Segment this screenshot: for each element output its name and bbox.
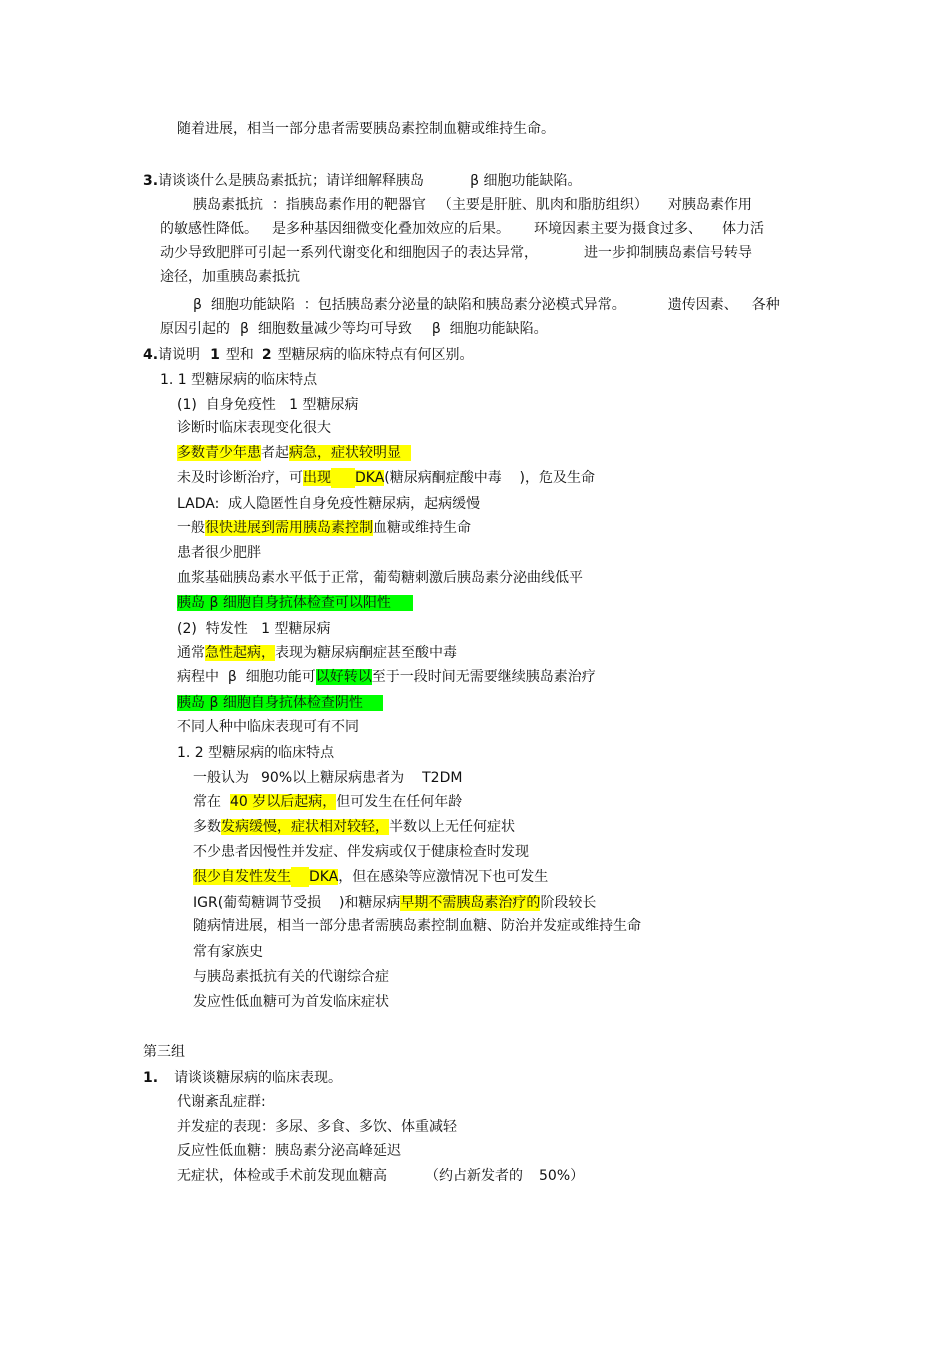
text-span: 的敏感性降低。 (160, 221, 258, 237)
text-span: 无症状，体检或手术前发现血糖高 (177, 1168, 387, 1184)
text-span: 血浆基础胰岛素水平低于正常，葡萄糖刺激后胰岛素分泌曲线低平 (177, 570, 583, 586)
text-span: 请谈谈糖尿病的临床表现。 (174, 1070, 343, 1086)
text-span: 50%） (539, 1168, 585, 1184)
text-line (193, 893, 596, 913)
text-line (193, 992, 389, 1012)
text-line (177, 543, 261, 563)
text-span: 未及时诊断治疗，可 (177, 470, 303, 486)
text-line (160, 319, 548, 339)
text-line (177, 119, 555, 139)
text-span: 诊断时临床表现变化很大 (177, 420, 331, 436)
text-span: 不少患者因慢性并发症、伴发病或仅于健康检查时发现 (193, 844, 529, 860)
text-line (177, 443, 411, 463)
text-span: 但可发生在任何年龄 (336, 794, 463, 810)
text-line (177, 693, 383, 713)
highlighted-text: DKA (309, 869, 339, 885)
text-span: 多数 (193, 819, 221, 835)
question-number: 1. (143, 1070, 159, 1086)
text-span: β 细胞功能缺陷。 (431, 321, 548, 337)
text-span: 进一步抑制胰岛素信号转导 (584, 245, 752, 261)
question-3 (143, 171, 581, 191)
text-span: 请谈谈什么是胰岛素抵抗；请详细解释胰岛 (158, 173, 425, 189)
highlighted-text: 很快进展到需用胰岛素控制 (205, 520, 373, 536)
text-span: 一般认为 (193, 770, 249, 786)
highlighted-text: 急性起病， (205, 645, 275, 661)
text-line (177, 593, 413, 613)
text-span: 动少导致肥胖可引起一系列代谢变化和细胞因子的表达异常， (160, 245, 538, 261)
text-span: 是多种基因细微变化叠加效应的后果。 (272, 221, 510, 237)
text-span: 2 (261, 347, 272, 363)
text-span: 90%以上糖尿病患者为 (261, 770, 405, 786)
text-span: 反应性低血糖：胰岛素分泌高峰延迟 (177, 1143, 401, 1159)
text-span: 胰岛素抵抗 ：指胰岛素作用的靶器官 (193, 197, 426, 213)
text-line (177, 643, 457, 663)
text-span: 表现为糖尿病酮症甚至酸中毒 (275, 645, 457, 661)
text-span: 常有家族史 (193, 944, 263, 960)
text-line (177, 1117, 457, 1137)
text-span: 常在 (193, 794, 221, 810)
text-line (193, 842, 529, 862)
question-number: 4. (143, 347, 159, 363)
text-line (160, 219, 764, 239)
highlighted-text: 以好转以 (315, 669, 372, 685)
text-span: 半数以上无任何症状 (389, 819, 515, 835)
text-span: 环境因素主要为摄食过多、 (534, 221, 702, 237)
text-span: 随着进展，相当一部分患者需要胰岛素控制血糖或维持生命。 (177, 121, 555, 137)
text-line (177, 518, 471, 538)
text-span: 不同人种中临床表现可有不同 (177, 719, 359, 735)
section-heading (177, 743, 334, 763)
highlighted-text: 出现 (303, 470, 331, 486)
text-line (193, 295, 780, 315)
text-line (160, 243, 752, 263)
subsection-heading (177, 395, 358, 415)
text-span: 一般 (177, 520, 205, 536)
text-span: 与胰岛素抵抗有关的代谢综合症 (193, 969, 389, 985)
text-line (193, 817, 515, 837)
text-span: 请说明 (158, 347, 201, 363)
highlighted-text: 病急，症状较明显 (289, 445, 411, 461)
text-span: （约占新发者的 (425, 1168, 523, 1184)
text-line (193, 967, 389, 987)
text-span: β 细胞功能缺陷 ：包括胰岛素分泌量的缺陷和胰岛素分泌模式异常。 (193, 297, 626, 313)
section-heading (160, 370, 317, 390)
highlighted-text: 很少自发性发生 (193, 869, 291, 885)
text-span: 遗传因素、 (667, 297, 738, 313)
text-span: 血糖或维持生命 (373, 520, 471, 536)
text-span: 通常 (177, 645, 205, 661)
text-line (177, 468, 595, 488)
text-line (193, 768, 462, 788)
text-span: 1. 2 型糖尿病的临床特点 (177, 745, 335, 761)
highlighted-text: 胰岛 β 细胞自身抗体检查阴性 (177, 695, 383, 711)
text-span: ，但在感染等应激情况下也可发生 (338, 869, 549, 885)
text-span: 型和 (225, 347, 254, 363)
text-line (193, 867, 548, 887)
subsection-heading (177, 619, 330, 639)
text-span: 对胰岛素作用 (667, 197, 752, 213)
highlighted-text: DKA (355, 470, 385, 486)
text-line (177, 717, 359, 737)
text-span: T2DM (422, 770, 463, 786)
text-span: β 细胞数量减少等均可导致 (240, 321, 412, 337)
text-line (177, 1166, 584, 1186)
text-line (193, 792, 462, 812)
text-line (177, 1092, 266, 1112)
text-line (193, 195, 752, 215)
text-line (177, 1141, 401, 1161)
text-line (193, 916, 641, 936)
question-number: 3. (143, 173, 159, 189)
text-line (177, 667, 596, 687)
text-span: 患者很少肥胖 (177, 545, 261, 561)
text-span: 发应性低血糖可为首发临床症状 (193, 994, 389, 1010)
text-span: 1. 1 型糖尿病的临床特点 (160, 372, 318, 388)
text-line (177, 418, 331, 438)
text-span: 并发症的表现：多尿、多食、多饮、体重减轻 (177, 1119, 457, 1135)
text-span: 途径，加重胰岛素抵抗 (160, 269, 300, 285)
text-span: 原因引起的 (160, 321, 230, 337)
text-line (177, 568, 583, 588)
text-line (193, 942, 263, 962)
text-span: (1) 自身免疫性 1 型糖尿病 (177, 397, 359, 413)
text-span: 随病情进展，相当一部分患者需胰岛素控制血糖、防治并发症或维持生命 (193, 918, 641, 934)
text-span: IGR(葡萄糖调节受损 )和糖尿病 (193, 895, 401, 911)
highlighted-text: 多数青少年患 (177, 445, 261, 461)
text-span: 代谢紊乱症群: (177, 1094, 266, 1110)
text-span: 第三组 (143, 1044, 185, 1060)
text-line (160, 267, 300, 287)
text-span: 病程中 β 细胞功能可 (177, 669, 316, 685)
text-span: 阶段较长 (540, 895, 597, 911)
highlighted-text: 40 岁以后起病， (230, 794, 337, 810)
text-span: 至于一段时间无需要继续胰岛素治疗 (371, 669, 596, 685)
text-span: (糖尿病酮症酸中毒 )，危及生命 (384, 470, 596, 486)
text-span: LADA: 成人隐匿性自身免疫性糖尿病，起病缓慢 (177, 496, 481, 512)
text-span: 型糖尿病的临床特点有何区别。 (277, 347, 474, 363)
highlighted-text: 发病缓慢，症状相对较轻， (221, 819, 389, 835)
text-span: (2) 特发性 1 型糖尿病 (177, 621, 331, 637)
text-span: 者起 (261, 445, 289, 461)
text-span: 体力活 (722, 221, 764, 237)
text-line (177, 494, 480, 514)
highlighted-text: 胰岛 β 细胞自身抗体检查可以阳性 (177, 595, 413, 611)
text-span: β 细胞功能缺陷。 (470, 173, 582, 189)
text-span: 各种 (751, 297, 780, 313)
highlighted-text: 早期不需胰岛素治疗的 (400, 895, 541, 911)
text-span: 1 (210, 347, 220, 363)
question-4 (143, 345, 474, 365)
text-span: （主要是肝脏、肌肉和脂肪组织） (437, 197, 648, 213)
group-title (143, 1042, 185, 1062)
question-1 (143, 1068, 342, 1088)
